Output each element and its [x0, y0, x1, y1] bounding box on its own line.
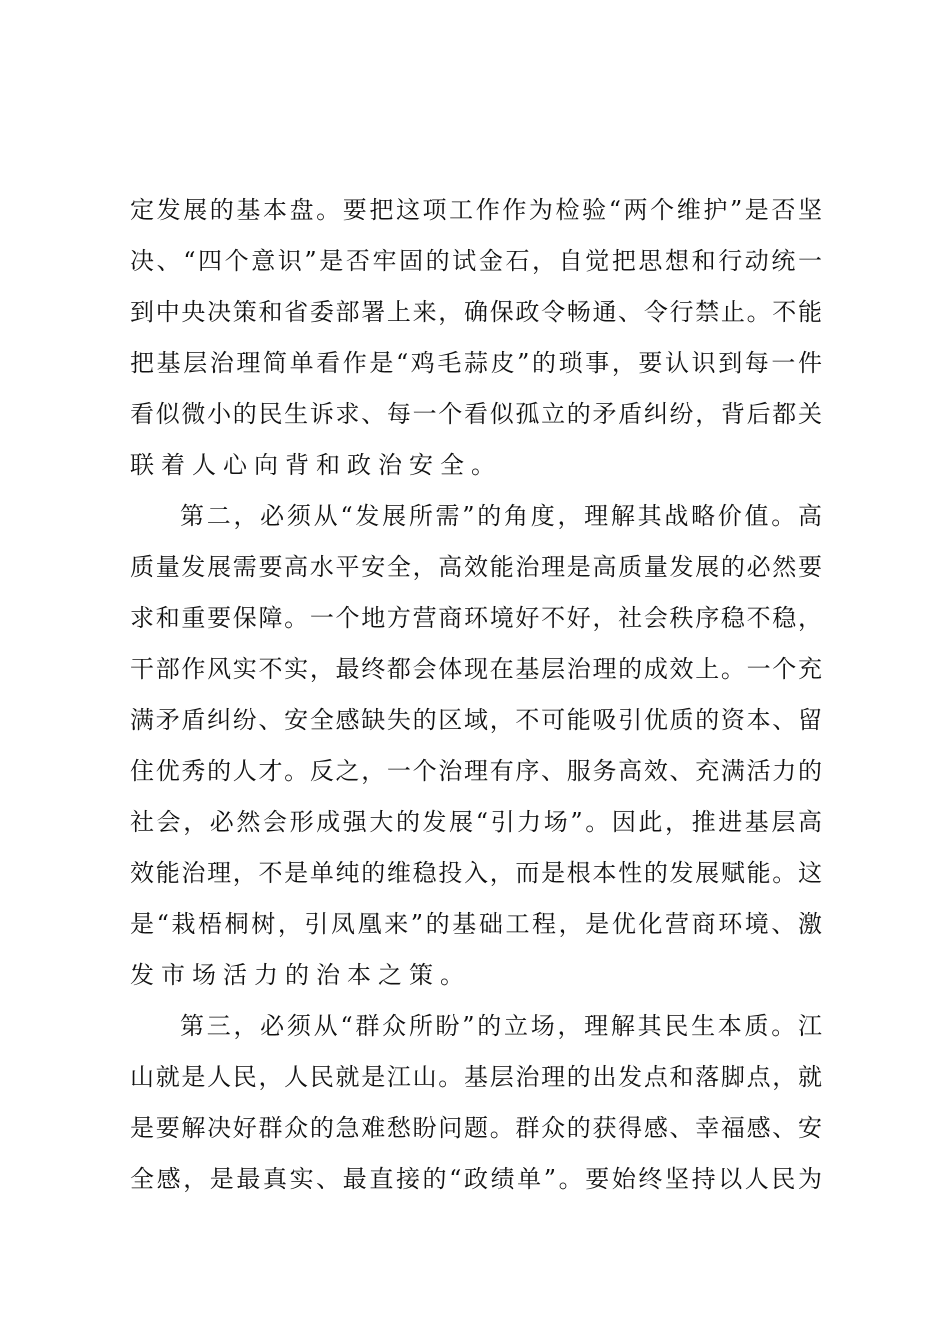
text-line: 第三，必须从“群众所盼”的立场，理解其民生本质。江	[180, 1012, 822, 1040]
text-line: 定发展的基本盘。要把这项工作作为检验“两个维护”是否坚	[130, 196, 822, 224]
text-line: 满矛盾纠纷、安全感缺失的区域，不可能吸引优质的资本、留	[130, 706, 822, 734]
text-line: 是要解决好群众的急难愁盼问题。群众的获得感、幸福感、安	[130, 1114, 822, 1142]
paragraph	[130, 185, 822, 491]
text-line: 质量发展需要高水平安全，高效能治理是高质量发展的必然要	[130, 553, 822, 581]
text-line: 社会，必然会形成强大的发展“引力场”。因此，推进基层高	[130, 808, 822, 836]
text-line: 把基层治理简单看作是“鸡毛蒜皮”的琐事，要认识到每一件	[130, 349, 822, 377]
text-line: 发市场活力的治本之策。	[130, 961, 471, 989]
document-page	[130, 185, 822, 1205]
text-line: 第二，必须从“发展所需”的角度，理解其战略价值。高	[180, 502, 822, 530]
text-line: 求和重要保障。一个地方营商环境好不好，社会秩序稳不稳，	[130, 604, 822, 632]
paragraph	[130, 1001, 822, 1205]
text-line: 全感，是最真实、最直接的“政绩单”。要始终坚持以人民为	[130, 1165, 822, 1193]
paragraph	[130, 491, 822, 1001]
text-line: 看似微小的民生诉求、每一个看似孤立的矛盾纠纷，背后都关	[130, 400, 822, 428]
text-line: 决、“四个意识”是否牢固的试金石，自觉把思想和行动统一	[130, 247, 822, 275]
text-line: 到中央决策和省委部署上来，确保政令畅通、令行禁止。不能	[130, 298, 822, 326]
text-line: 是“栽梧桐树，引凤凰来”的基础工程，是优化营商环境、激	[130, 910, 822, 938]
text-line: 山就是人民，人民就是江山。基层治理的出发点和落脚点，就	[130, 1063, 822, 1091]
text-line: 效能治理，不是单纯的维稳投入，而是根本性的发展赋能。这	[130, 859, 822, 887]
text-line: 联着人心向背和政治安全。	[130, 451, 502, 479]
text-line: 干部作风实不实，最终都会体现在基层治理的成效上。一个充	[130, 655, 822, 683]
text-line: 住优秀的人才。反之，一个治理有序、服务高效、充满活力的	[130, 757, 822, 785]
